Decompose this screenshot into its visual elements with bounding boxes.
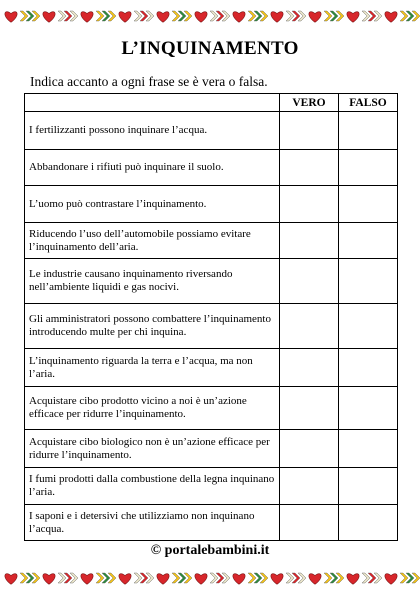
chevron-arrow-icon: [400, 573, 408, 583]
chevron-arrow-icon: [96, 573, 104, 583]
statement-text: Acquistare cibo prodotto vicino a noi è un’azione efficace per ridurre l’inquinamento.: [25, 387, 280, 430]
falso-column-header: FALSO: [339, 94, 398, 112]
falso-answer-cell[interactable]: [339, 505, 398, 541]
statement-text: Gli amministratori possono combattere l’inquinamento introducendo multe per chi inquina.: [25, 304, 280, 349]
heart-icon: [233, 574, 245, 585]
table-row: [25, 259, 398, 304]
chevron-arrow-icon: [248, 573, 256, 583]
heart-icon: [385, 574, 397, 585]
table-row: [25, 112, 398, 150]
falso-answer-cell[interactable]: [339, 468, 398, 505]
heart-icon: [5, 574, 17, 585]
statement-text: Abbandonare i rifiuti può inquinare il suolo.: [25, 150, 280, 186]
statement-text: I fumi prodotti dalla combustione della legna inquinano l’aria.: [25, 468, 280, 505]
vero-column-header: VERO: [280, 94, 339, 112]
table-row: [25, 387, 398, 430]
statement-text: Acquistare cibo biologico non è un’azione efficace per ridurre l’inquinamento.: [25, 430, 280, 468]
chevron-arrow-icon: [20, 573, 28, 583]
vero-answer-cell[interactable]: [280, 505, 339, 541]
chevron-arrow-icon: [362, 573, 370, 583]
heart-icon: [5, 12, 17, 23]
chevron-arrow-icon: [248, 11, 256, 21]
heart-icon: [157, 12, 169, 23]
vero-answer-cell[interactable]: [280, 223, 339, 259]
statement-text: Riducendo l’uso dell’automobile possiamo evitare l’inquinamento dell’aria.: [25, 223, 280, 259]
chevron-arrow-icon: [58, 11, 66, 21]
table-row: [25, 304, 398, 349]
falso-answer-cell[interactable]: [339, 223, 398, 259]
statement-text: L’uomo può contrastare l’inquinamento.: [25, 186, 280, 223]
vero-answer-cell[interactable]: [280, 304, 339, 349]
chevron-arrow-icon: [134, 573, 142, 583]
vero-answer-cell[interactable]: [280, 112, 339, 150]
page-title: L’INQUINAMENTO: [121, 38, 299, 59]
chevron-arrow-icon: [134, 11, 142, 21]
table-row: [25, 430, 398, 468]
vero-answer-cell[interactable]: [280, 387, 339, 430]
heart-icon: [195, 12, 207, 23]
decorative-heart-border-bottom: [0, 566, 420, 590]
heart-icon: [119, 12, 131, 23]
heart-icon: [309, 574, 321, 585]
statement-text: L’inquinamento riguarda la terra e l’acqua, ma non l’aria.: [25, 349, 280, 387]
chevron-arrow-icon: [400, 11, 408, 21]
chevron-arrow-icon: [324, 11, 332, 21]
vero-answer-cell[interactable]: [280, 468, 339, 505]
table-row: [25, 505, 398, 541]
heart-icon: [81, 12, 93, 23]
decorative-heart-border-top: [0, 4, 420, 28]
chevron-arrow-icon: [210, 11, 218, 21]
vero-answer-cell[interactable]: [280, 186, 339, 223]
chevron-arrow-icon: [286, 573, 294, 583]
heart-icon: [43, 574, 55, 585]
heart-icon: [309, 12, 321, 23]
heart-icon: [347, 12, 359, 23]
falso-answer-cell[interactable]: [339, 150, 398, 186]
table-row: [25, 349, 398, 387]
copyright-footer: © portalebambini.it: [150, 543, 270, 558]
heart-icon: [157, 574, 169, 585]
chevron-arrow-icon: [362, 11, 370, 21]
statement-text: I fertilizzanti possono inquinare l’acqua.: [25, 112, 280, 150]
heart-icon: [43, 12, 55, 23]
chevron-arrow-icon: [20, 11, 28, 21]
heart-icon: [233, 12, 245, 23]
table-row: [25, 150, 398, 186]
chevron-arrow-icon: [172, 573, 180, 583]
instruction-text: Indica accanto a ogni frase se è vera o falsa.: [30, 74, 268, 89]
chevron-arrow-icon: [172, 11, 180, 21]
heart-icon: [271, 12, 283, 23]
falso-answer-cell[interactable]: [339, 304, 398, 349]
chevron-arrow-icon: [210, 573, 218, 583]
falso-answer-cell[interactable]: [339, 387, 398, 430]
heart-icon: [81, 574, 93, 585]
chevron-arrow-icon: [96, 11, 104, 21]
falso-answer-cell[interactable]: [339, 259, 398, 304]
vero-answer-cell[interactable]: [280, 430, 339, 468]
chevron-arrow-icon: [58, 573, 66, 583]
table-row: [25, 186, 398, 223]
falso-answer-cell[interactable]: [339, 186, 398, 223]
chevron-arrow-icon: [286, 11, 294, 21]
falso-answer-cell[interactable]: [339, 430, 398, 468]
vero-answer-cell[interactable]: [280, 150, 339, 186]
vero-answer-cell[interactable]: [280, 349, 339, 387]
vero-answer-cell[interactable]: [280, 259, 339, 304]
heart-icon: [347, 574, 359, 585]
statement-text: I saponi e i detersivi che utilizziamo non inquinano l’acqua.: [25, 505, 280, 541]
falso-answer-cell[interactable]: [339, 112, 398, 150]
heart-icon: [271, 574, 283, 585]
heart-icon: [119, 574, 131, 585]
falso-answer-cell[interactable]: [339, 349, 398, 387]
table-row: [25, 468, 398, 505]
table-row: [25, 223, 398, 259]
statement-column-header: [25, 94, 280, 112]
heart-icon: [385, 12, 397, 23]
chevron-arrow-icon: [324, 573, 332, 583]
true-false-table: [24, 93, 398, 541]
statement-text: Le industrie causano inquinamento riversando nell’ambiente liquidi e gas nocivi.: [25, 259, 280, 304]
heart-icon: [195, 574, 207, 585]
